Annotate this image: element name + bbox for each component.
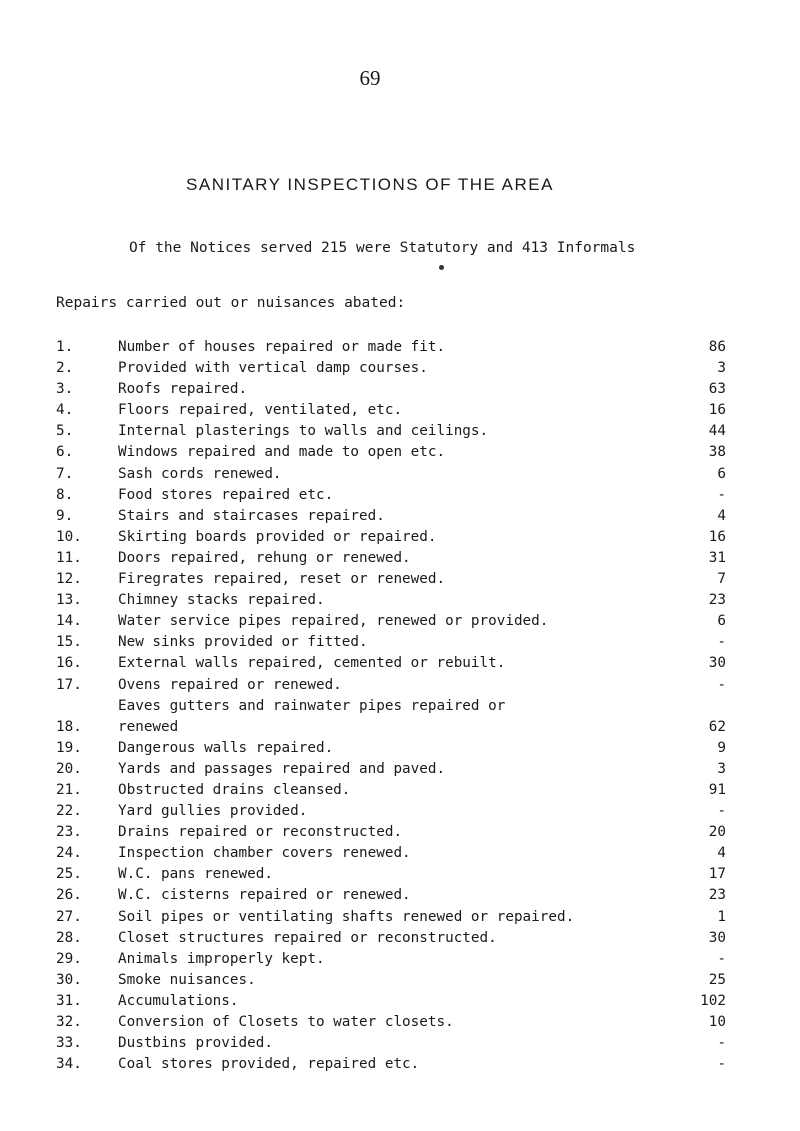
item-number: 6. <box>56 444 74 461</box>
item-count: 23 <box>708 887 726 904</box>
item-count: 91 <box>708 781 726 798</box>
list-item <box>56 379 726 400</box>
item-count: - <box>717 803 726 820</box>
page-number: 69 <box>359 66 381 90</box>
item-number: 4. <box>56 402 74 419</box>
item-number: 29. <box>56 950 82 967</box>
list-item <box>56 590 726 611</box>
item-count: 17 <box>708 866 726 883</box>
item-number: 13. <box>56 592 82 609</box>
item-count: 6 <box>717 613 726 630</box>
item-count: 44 <box>708 423 726 440</box>
notices-summary: Of the Notices served 215 were Statutory and 413 Informals <box>129 240 636 256</box>
item-description: Soil pipes or ventilating shafts renewed or repaired. <box>118 908 575 925</box>
item-count: 16 <box>708 402 726 419</box>
item-count: 4 <box>717 845 726 862</box>
item-count: 4 <box>717 507 726 524</box>
item-count: 3 <box>717 760 726 777</box>
item-number: 28. <box>56 929 82 946</box>
item-description: Water service pipes repaired, renewed or provided. <box>118 613 549 630</box>
list-item <box>56 970 726 991</box>
list-item <box>56 843 726 864</box>
item-number: 31. <box>56 992 82 1009</box>
item-count: 6 <box>717 465 726 482</box>
item-number: 23. <box>56 824 82 841</box>
item-number: 27. <box>56 908 82 925</box>
item-count: 1 <box>717 908 726 925</box>
item-number: 10. <box>56 528 82 545</box>
item-description: Ovens repaired or renewed. <box>118 676 342 693</box>
item-description: Provided with vertical damp courses. <box>118 360 428 377</box>
item-number: 30. <box>56 971 82 988</box>
item-count: 38 <box>708 444 726 461</box>
list-item <box>56 1054 726 1075</box>
item-description: Smoke nuisances. <box>118 971 256 988</box>
list-item <box>56 991 726 1012</box>
list-item <box>56 780 726 801</box>
item-count: - <box>717 676 726 693</box>
item-count: 3 <box>717 360 726 377</box>
item-description: Eaves gutters and rainwater pipes repaired or renewed <box>118 697 506 735</box>
page-title: SANITARY INSPECTIONS OF THE AREA <box>186 175 554 194</box>
item-count: 30 <box>708 655 726 672</box>
item-description: Conversion of Closets to water closets. <box>118 1014 454 1030</box>
item-description: Floors repaired, ventilated, etc. <box>118 402 403 419</box>
item-description: Firegrates repaired, reset or renewed. <box>118 571 446 588</box>
item-description: Internal plasterings to walls and ceilings. <box>118 423 489 440</box>
list-item <box>56 1012 726 1033</box>
item-description: Windows repaired and made to open etc. <box>118 444 446 461</box>
list-item <box>56 696 726 738</box>
item-description: W.C. pans renewed. <box>118 866 273 883</box>
list-item <box>56 358 726 379</box>
repairs-intro: Repairs carried out or nuisances abated: <box>56 295 406 311</box>
list-item <box>56 1033 726 1054</box>
list-item <box>56 485 726 506</box>
item-number: 5. <box>56 423 74 440</box>
item-description: Accumulations. <box>118 992 239 1009</box>
item-count: 86 <box>708 339 726 355</box>
item-number: 7. <box>56 465 74 482</box>
item-description: Chimney stacks repaired. <box>118 592 325 609</box>
item-description: Yards and passages repaired and paved. <box>118 760 446 777</box>
item-count: 63 <box>708 381 726 398</box>
item-description: Stairs and staircases repaired. <box>118 507 385 524</box>
item-description: Doors repaired, rehung or renewed. <box>118 549 411 566</box>
item-number: 18. <box>56 718 82 735</box>
item-number: 26. <box>56 887 82 904</box>
item-description: Skirting boards provided or repaired. <box>118 528 437 545</box>
list-item <box>56 337 726 358</box>
item-number: 22. <box>56 803 82 820</box>
item-count: - <box>717 486 726 503</box>
item-number: 17. <box>56 676 82 693</box>
item-number: 16. <box>56 655 82 672</box>
item-description: Roofs repaired. <box>118 381 248 398</box>
item-description: Animals improperly kept. <box>118 950 325 967</box>
list-item <box>56 506 726 527</box>
item-description: New sinks provided or fitted. <box>118 634 368 651</box>
list-item <box>56 759 726 780</box>
item-count: 31 <box>708 549 726 566</box>
item-number: 12. <box>56 571 82 588</box>
list-item <box>56 464 726 485</box>
item-description: Dustbins provided. <box>118 1035 273 1052</box>
item-number: 2. <box>56 360 74 377</box>
item-count: 102 <box>700 992 726 1009</box>
item-number: 19. <box>56 739 82 756</box>
list-item <box>56 442 726 463</box>
item-description: External walls repaired, cemented or rebuilt. <box>118 655 506 672</box>
list-item <box>56 400 726 421</box>
list-item <box>56 548 726 569</box>
item-number: 3. <box>56 381 74 398</box>
item-number: 1. <box>56 339 74 355</box>
stray-dot-mark <box>439 265 444 270</box>
item-count: 16 <box>708 528 726 545</box>
list-item <box>56 822 726 843</box>
item-count: - <box>717 1035 726 1052</box>
list-item <box>56 527 726 548</box>
item-description: Inspection chamber covers renewed. <box>118 845 411 862</box>
list-item <box>56 928 726 949</box>
item-description: Yard gullies provided. <box>118 803 308 820</box>
item-description: Coal stores provided, repaired etc. <box>118 1056 420 1073</box>
item-description: Closet structures repaired or reconstructed. <box>118 929 497 946</box>
item-description: Drains repaired or reconstructed. <box>118 824 403 841</box>
list-item <box>56 864 726 885</box>
item-description: Food stores repaired etc. <box>118 486 334 503</box>
list-item <box>56 611 726 632</box>
item-count: - <box>717 634 726 651</box>
list-item <box>56 653 726 674</box>
list-item <box>56 569 726 590</box>
list-item <box>56 885 726 906</box>
item-number: 32. <box>56 1014 82 1030</box>
item-count: 25 <box>708 971 726 988</box>
item-count: 7 <box>717 571 726 588</box>
list-item <box>56 632 726 653</box>
item-count: 9 <box>717 739 726 756</box>
item-number: 20. <box>56 760 82 777</box>
item-description: Obstructed drains cleansed. <box>118 781 351 798</box>
item-number: 8. <box>56 486 74 503</box>
item-number: 9. <box>56 507 74 524</box>
item-count: 10 <box>708 1014 726 1030</box>
item-number: 11. <box>56 549 82 566</box>
item-description: Sash cords renewed. <box>118 465 282 482</box>
list-item <box>56 801 726 822</box>
item-count: 30 <box>708 929 726 946</box>
item-count: 23 <box>708 592 726 609</box>
list-item <box>56 675 726 696</box>
list-item <box>56 738 726 759</box>
repairs-list <box>56 337 726 1075</box>
item-number: 25. <box>56 866 82 883</box>
list-item <box>56 949 726 970</box>
list-item <box>56 421 726 442</box>
list-item <box>56 907 726 928</box>
item-count: 20 <box>708 824 726 841</box>
item-number: 34. <box>56 1056 82 1073</box>
item-count: - <box>717 1056 726 1073</box>
item-number: 24. <box>56 845 82 862</box>
item-number: 33. <box>56 1035 82 1052</box>
item-description: Number of houses repaired or made fit. <box>118 339 446 355</box>
item-number: 21. <box>56 781 82 798</box>
item-count: 62 <box>708 718 726 735</box>
item-description: Dangerous walls repaired. <box>118 739 334 756</box>
item-count: - <box>717 950 726 967</box>
item-description: W.C. cisterns repaired or renewed. <box>118 887 411 904</box>
item-number: 15. <box>56 634 82 651</box>
item-number: 14. <box>56 613 82 630</box>
